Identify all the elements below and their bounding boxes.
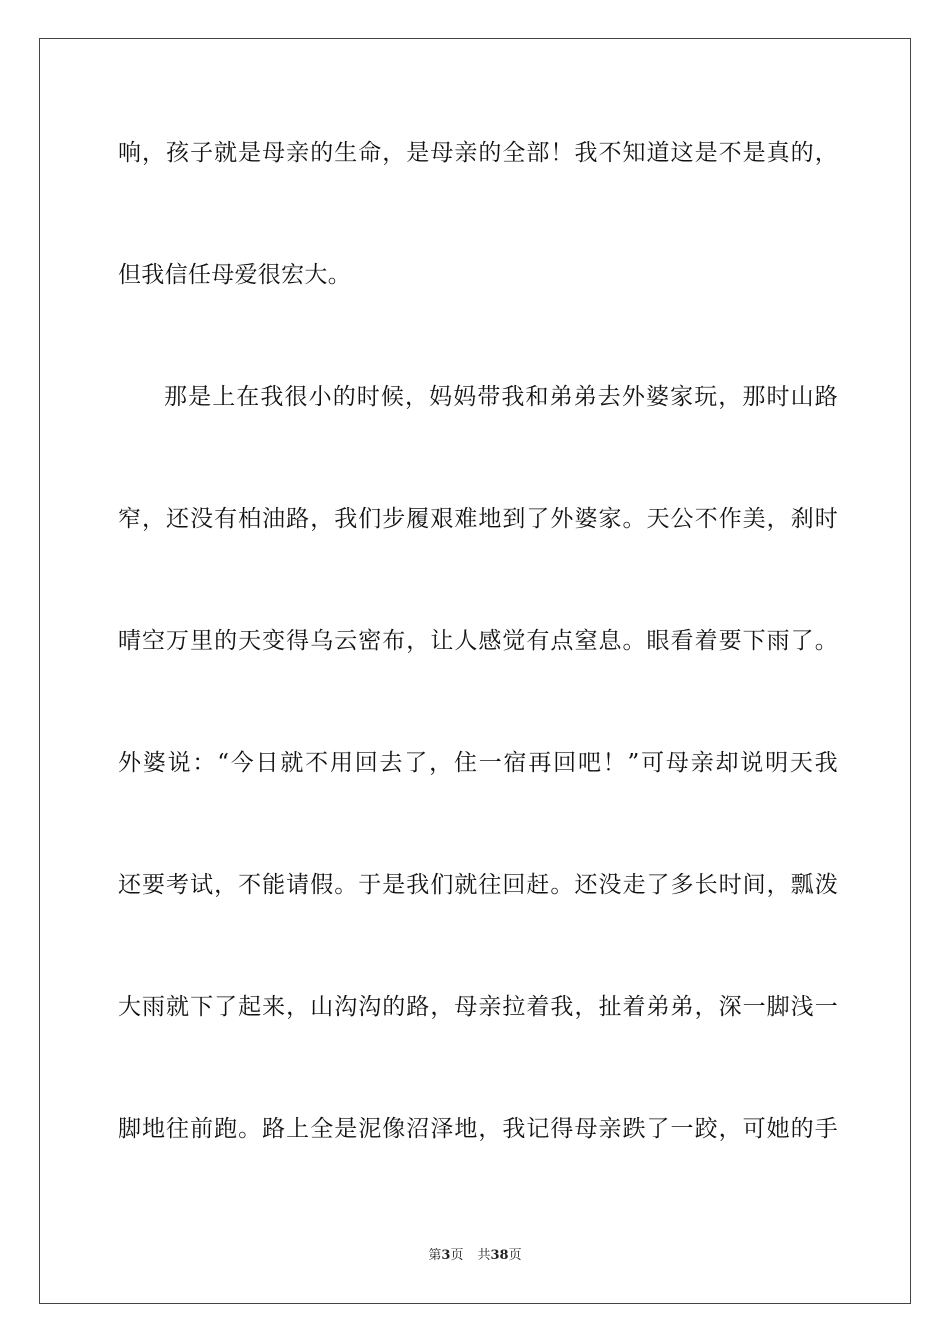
total-suffix: 页 <box>508 1248 522 1263</box>
total-prefix: 共 <box>477 1248 491 1263</box>
paragraph-line: 响，孩子就是母亲的生命，是母亲的全部！我不知道这是不是真的， <box>118 140 838 166</box>
paragraph-line: 窄，还没有柏油路，我们步履艰难地到了外婆家。天公不作美，刹时 <box>118 506 838 532</box>
paragraph-line: 那是上在我很小的时候，妈妈带我和弟弟去外婆家玩，那时山路 <box>164 384 838 410</box>
paragraph-line: 大雨就下了起来，山沟沟的路，母亲拉着我，扯着弟弟，深一脚浅一 <box>118 994 838 1020</box>
total-pages: 38 <box>490 1248 509 1263</box>
page-prefix: 第 <box>428 1248 442 1263</box>
paragraph-line: 还要考试，不能请假。于是我们就往回赶。还没走了多长时间，瓢泼 <box>118 872 838 898</box>
page-suffix: 页 <box>450 1248 464 1263</box>
page-number: 3 <box>441 1248 451 1263</box>
page-footer <box>0 1247 950 1265</box>
paragraph-line: 晴空万里的天变得乌云密布，让人感觉有点窒息。眼看着要下雨了。 <box>118 628 838 654</box>
paragraph-line: 外婆说：“今日就不用回去了，住一宿再回吧！”可母亲却说明天我 <box>118 750 838 776</box>
paragraph-line: 脚地往前跑。路上全是泥像沼泽地，我记得母亲跌了一跤，可她的手 <box>118 1116 838 1142</box>
paragraph-line: 但我信任母爱很宏大。 <box>118 262 351 288</box>
